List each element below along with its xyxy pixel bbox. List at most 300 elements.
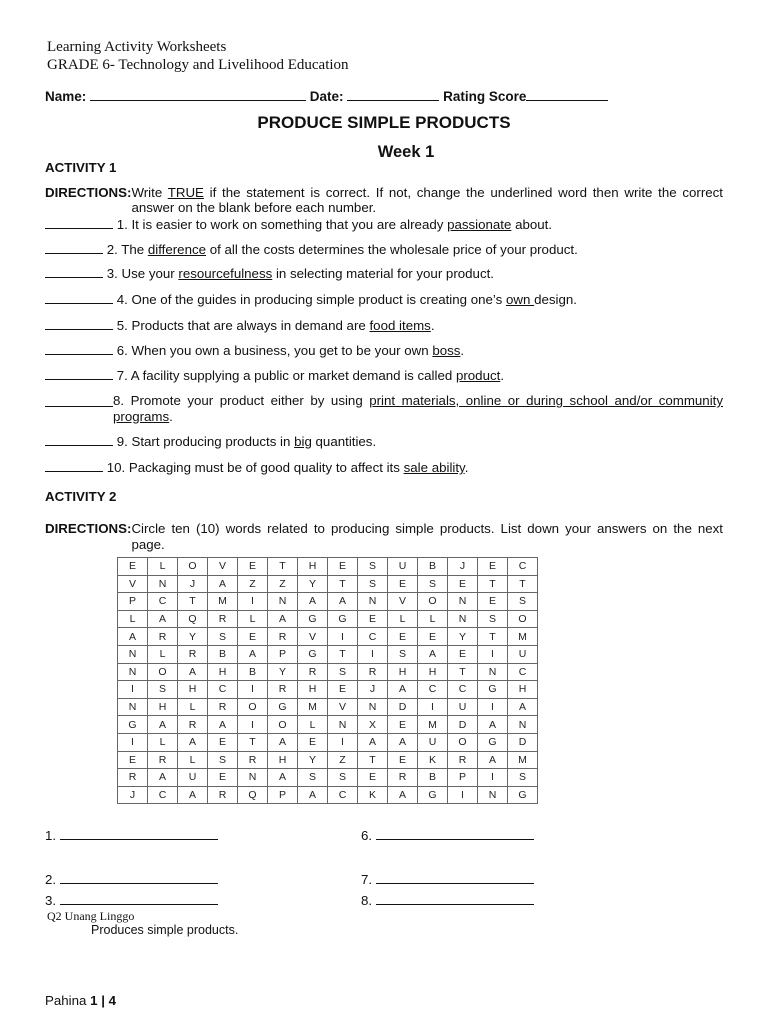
grid-cell[interactable]: T	[178, 593, 208, 611]
grid-cell[interactable]: E	[388, 628, 418, 646]
grid-cell[interactable]: E	[328, 558, 358, 576]
grid-cell[interactable]: A	[238, 645, 268, 663]
grid-cell[interactable]: S	[208, 751, 238, 769]
grid-cell[interactable]: R	[388, 769, 418, 787]
grid-cell[interactable]: U	[508, 645, 538, 663]
grid-cell[interactable]: S	[148, 681, 178, 699]
grid-cell[interactable]: I	[118, 681, 148, 699]
item-text: 5. Products that are always in demand are	[113, 318, 370, 333]
grid-cell[interactable]: A	[148, 610, 178, 628]
item-6	[45, 342, 464, 358]
grid-row	[118, 681, 538, 699]
grid-cell[interactable]: G	[118, 716, 148, 734]
underlined-word: sale ability	[403, 460, 465, 475]
grid-cell[interactable]: H	[388, 663, 418, 681]
item-1	[45, 216, 552, 232]
grid-cell[interactable]: V	[388, 593, 418, 611]
grid-row	[118, 786, 538, 804]
underlined-word: print materials, online or during school and/or community programs	[113, 393, 724, 424]
grid-cell[interactable]: A	[418, 645, 448, 663]
item-text-end: .	[500, 368, 505, 383]
grid-cell[interactable]: R	[208, 786, 238, 804]
grid-cell[interactable]: N	[118, 663, 148, 681]
grid-cell[interactable]: E	[238, 628, 268, 646]
quarter-label: Q2 Unang Linggo	[47, 909, 135, 923]
grid-cell[interactable]: I	[238, 716, 268, 734]
item-text-end: quantities.	[311, 434, 377, 449]
answer-line-2[interactable]	[45, 872, 218, 887]
grid-cell[interactable]: E	[388, 716, 418, 734]
grid-cell[interactable]: N	[118, 645, 148, 663]
grid-cell[interactable]: E	[238, 558, 268, 576]
grid-cell[interactable]: R	[178, 645, 208, 663]
grid-cell[interactable]: G	[478, 681, 508, 699]
grid-cell[interactable]: L	[148, 558, 178, 576]
grid-cell[interactable]: I	[478, 769, 508, 787]
answer-blank[interactable]	[376, 894, 534, 905]
grid-cell[interactable]: N	[358, 593, 388, 611]
answer-blank[interactable]	[60, 829, 218, 840]
underlined-word: big	[294, 434, 312, 449]
grid-cell[interactable]: K	[358, 786, 388, 804]
answer-blank[interactable]	[45, 433, 113, 446]
answer-blank[interactable]	[376, 829, 534, 840]
page-label: Pahina	[45, 993, 91, 1008]
grid-cell[interactable]: E	[418, 628, 448, 646]
grid-cell[interactable]: U	[418, 733, 448, 751]
answer-blank[interactable]	[45, 342, 113, 355]
grid-cell[interactable]: Y	[268, 663, 298, 681]
directions-text-a: Write	[131, 185, 168, 200]
grid-cell[interactable]: L	[178, 751, 208, 769]
grid-cell[interactable]: E	[478, 558, 508, 576]
item-text-end: .	[169, 408, 173, 424]
grid-cell[interactable]: G	[508, 786, 538, 804]
grid-cell[interactable]: N	[328, 716, 358, 734]
grid-cell[interactable]: N	[268, 593, 298, 611]
page-total: 4	[108, 993, 117, 1008]
grid-cell[interactable]: R	[238, 751, 268, 769]
grid-cell[interactable]: S	[358, 558, 388, 576]
grid-cell[interactable]: T	[328, 645, 358, 663]
grid-cell[interactable]: E	[298, 733, 328, 751]
grid-cell[interactable]: M	[208, 593, 238, 611]
answer-blank[interactable]	[45, 265, 103, 278]
grid-cell[interactable]: A	[178, 786, 208, 804]
grid-cell[interactable]: R	[118, 769, 148, 787]
name-label: Name:	[45, 89, 87, 104]
underlined-word: own	[506, 292, 535, 307]
week-label: Week 1	[377, 143, 435, 161]
item-text-end: .	[464, 460, 469, 475]
grid-cell[interactable]: N	[148, 575, 178, 593]
grid-cell[interactable]: T	[478, 575, 508, 593]
grid-row	[118, 593, 538, 611]
grid-cell[interactable]: A	[208, 716, 238, 734]
answer-blank[interactable]	[45, 291, 113, 304]
grid-cell[interactable]: I	[238, 681, 268, 699]
grid-cell[interactable]: S	[358, 575, 388, 593]
grid-cell[interactable]: Z	[238, 575, 268, 593]
grid-cell[interactable]: O	[508, 610, 538, 628]
grid-cell[interactable]: P	[118, 593, 148, 611]
grid-cell[interactable]: A	[298, 786, 328, 804]
grid-cell[interactable]: G	[478, 733, 508, 751]
grid-cell[interactable]: H	[148, 698, 178, 716]
grid-cell[interactable]: R	[208, 610, 238, 628]
grid-cell[interactable]: Y	[298, 575, 328, 593]
grid-cell[interactable]: E	[208, 733, 238, 751]
grid-cell[interactable]: E	[118, 751, 148, 769]
date-blank[interactable]	[347, 88, 439, 101]
grid-row	[118, 628, 538, 646]
worksheet-header-line1: Learning Activity Worksheets	[47, 39, 227, 55]
grid-row	[118, 716, 538, 734]
grid-cell[interactable]: R	[448, 751, 478, 769]
grid-cell[interactable]: R	[148, 751, 178, 769]
grid-row	[118, 645, 538, 663]
grid-row	[118, 751, 538, 769]
word-search-grid[interactable]	[117, 557, 538, 804]
grid-cell[interactable]: C	[148, 786, 178, 804]
item-10	[45, 459, 468, 475]
grid-cell[interactable]: N	[358, 698, 388, 716]
grid-cell[interactable]: Y	[178, 628, 208, 646]
grid-cell[interactable]: I	[118, 733, 148, 751]
grid-cell[interactable]: O	[268, 716, 298, 734]
grid-cell[interactable]: H	[178, 681, 208, 699]
grid-cell[interactable]: U	[388, 558, 418, 576]
grid-cell[interactable]: E	[358, 610, 388, 628]
answer-line-7[interactable]	[361, 872, 534, 887]
grid-cell[interactable]: O	[238, 698, 268, 716]
grid-cell[interactable]: U	[178, 769, 208, 787]
activity1-label: ACTIVITY 1	[45, 160, 117, 175]
answer-line-8[interactable]	[361, 893, 534, 908]
answer-number: 7.	[361, 872, 373, 887]
grid-cell[interactable]: L	[298, 716, 328, 734]
grid-cell[interactable]: E	[208, 769, 238, 787]
grid-row	[118, 698, 538, 716]
grid-row	[118, 575, 538, 593]
grid-cell[interactable]: I	[328, 733, 358, 751]
grid-cell[interactable]: L	[118, 610, 148, 628]
grid-cell[interactable]: O	[418, 593, 448, 611]
answer-line-6[interactable]	[361, 828, 534, 843]
activity1-directions	[45, 185, 723, 215]
grid-cell[interactable]: A	[148, 716, 178, 734]
grid-cell[interactable]: S	[508, 593, 538, 611]
grid-cell[interactable]: G	[298, 610, 328, 628]
grid-cell[interactable]: H	[418, 663, 448, 681]
grid-cell[interactable]: L	[148, 733, 178, 751]
grid-cell[interactable]: D	[448, 716, 478, 734]
grid-cell[interactable]: A	[148, 769, 178, 787]
grid-cell[interactable]: P	[268, 645, 298, 663]
grid-cell[interactable]: S	[418, 575, 448, 593]
grid-cell[interactable]: J	[358, 681, 388, 699]
grid-cell[interactable]: C	[448, 681, 478, 699]
item-text-end: design.	[534, 292, 577, 307]
grid-cell[interactable]: S	[508, 769, 538, 787]
grid-cell[interactable]: T	[448, 663, 478, 681]
grid-cell[interactable]: E	[328, 681, 358, 699]
grid-cell[interactable]: S	[478, 610, 508, 628]
answer-blank[interactable]	[45, 216, 113, 229]
grid-cell[interactable]: I	[478, 645, 508, 663]
grid-cell[interactable]: S	[208, 628, 238, 646]
grid-cell[interactable]: M	[418, 716, 448, 734]
grid-cell[interactable]: D	[388, 698, 418, 716]
grid-cell[interactable]: A	[178, 733, 208, 751]
underlined-word: boss	[432, 343, 461, 358]
grid-cell[interactable]: A	[388, 786, 418, 804]
grid-cell[interactable]: S	[298, 769, 328, 787]
item-text: 8. Promote your product either by using	[113, 393, 370, 408]
item-text-end: .	[430, 318, 435, 333]
competency-label: Produces simple products.	[91, 923, 239, 937]
answer-line-3[interactable]	[45, 893, 218, 908]
grid-cell[interactable]: J	[118, 786, 148, 804]
grid-cell[interactable]: R	[298, 663, 328, 681]
grid-cell[interactable]: C	[508, 663, 538, 681]
activity1-directions-label: DIRECTIONS:	[45, 185, 132, 200]
answer-number: 3.	[45, 893, 57, 908]
grid-cell[interactable]: A	[268, 769, 298, 787]
grid-cell[interactable]: N	[478, 663, 508, 681]
grid-cell[interactable]: I	[328, 628, 358, 646]
grid-cell[interactable]: C	[418, 681, 448, 699]
grid-cell[interactable]: R	[208, 698, 238, 716]
directions-true-word: TRUE	[167, 185, 204, 200]
grid-row	[118, 769, 538, 787]
item-7	[45, 367, 504, 383]
grid-cell[interactable]: R	[358, 663, 388, 681]
grid-cell[interactable]: A	[328, 593, 358, 611]
answer-blank[interactable]	[60, 873, 218, 884]
grid-row	[118, 610, 538, 628]
item-text: 7. A facility supplying a public or market demand is called	[113, 368, 456, 383]
grid-cell[interactable]: B	[418, 558, 448, 576]
grid-cell[interactable]: M	[508, 628, 538, 646]
grid-cell[interactable]: A	[208, 575, 238, 593]
grid-cell[interactable]: L	[418, 610, 448, 628]
page-current: 1	[90, 993, 98, 1008]
grid-cell[interactable]: M	[298, 698, 328, 716]
grid-cell[interactable]: D	[508, 733, 538, 751]
grid-cell[interactable]: N	[118, 698, 148, 716]
grid-cell[interactable]: T	[328, 575, 358, 593]
student-info-row	[45, 88, 608, 104]
grid-cell[interactable]: T	[238, 733, 268, 751]
grid-cell[interactable]: R	[268, 628, 298, 646]
name-blank[interactable]	[90, 88, 306, 101]
grid-cell[interactable]: A	[358, 733, 388, 751]
grid-cell[interactable]: A	[178, 663, 208, 681]
grid-cell[interactable]: T	[508, 575, 538, 593]
grid-cell[interactable]: A	[508, 698, 538, 716]
item-text: 1. It is easier to work on something that you are already	[113, 217, 448, 232]
grid-cell[interactable]: J	[448, 558, 478, 576]
page-separator: |	[97, 993, 109, 1008]
grid-cell[interactable]: A	[478, 751, 508, 769]
grid-cell[interactable]: I	[478, 698, 508, 716]
item-9	[45, 433, 376, 449]
grid-cell[interactable]: A	[118, 628, 148, 646]
underlined-word: difference	[147, 242, 207, 257]
grid-cell[interactable]: B	[418, 769, 448, 787]
grid-cell[interactable]: G	[418, 786, 448, 804]
grid-cell[interactable]: Z	[328, 751, 358, 769]
answer-blank[interactable]	[45, 459, 103, 472]
grid-cell[interactable]: R	[178, 716, 208, 734]
underlined-word: passionate	[447, 217, 512, 232]
grid-cell[interactable]: A	[478, 716, 508, 734]
grid-row	[118, 663, 538, 681]
grid-cell[interactable]: N	[238, 769, 268, 787]
grid-cell[interactable]: A	[268, 610, 298, 628]
item-text-end: .	[460, 343, 465, 358]
grid-cell[interactable]: H	[208, 663, 238, 681]
grid-cell[interactable]: Y	[448, 628, 478, 646]
grid-cell[interactable]: U	[448, 698, 478, 716]
grid-cell[interactable]: L	[388, 610, 418, 628]
grid-cell[interactable]: X	[358, 716, 388, 734]
grid-row	[118, 558, 538, 576]
grid-cell[interactable]: R	[148, 628, 178, 646]
grid-cell[interactable]: C	[328, 786, 358, 804]
item-8	[45, 393, 723, 424]
grid-cell[interactable]: E	[388, 575, 418, 593]
grid-cell[interactable]: O	[448, 733, 478, 751]
grid-cell[interactable]: I	[238, 593, 268, 611]
grid-cell[interactable]: H	[298, 558, 328, 576]
activity2-directions-text: Circle ten (10) words related to producing simple products. List down your answers on the next page.	[131, 521, 723, 552]
item-4	[45, 291, 577, 307]
grid-cell[interactable]: C	[508, 558, 538, 576]
answer-number: 8.	[361, 893, 373, 908]
rating-score-blank[interactable]	[526, 88, 608, 101]
grid-cell[interactable]: P	[448, 769, 478, 787]
grid-cell[interactable]: A	[388, 733, 418, 751]
activity2-label: ACTIVITY 2	[45, 489, 117, 504]
grid-cell[interactable]: L	[148, 645, 178, 663]
answer-number: 6.	[361, 828, 373, 843]
grid-cell[interactable]: E	[448, 645, 478, 663]
item-text: 10. Packaging must be of good quality to affect its	[103, 460, 404, 475]
grid-cell[interactable]: Y	[298, 751, 328, 769]
grid-cell[interactable]: I	[358, 645, 388, 663]
grid-cell[interactable]: C	[148, 593, 178, 611]
grid-cell[interactable]: C	[208, 681, 238, 699]
answer-blank[interactable]	[45, 394, 113, 407]
grid-cell[interactable]: S	[388, 645, 418, 663]
grid-cell[interactable]: V	[208, 558, 238, 576]
grid-cell[interactable]: N	[508, 716, 538, 734]
grid-cell[interactable]: I	[418, 698, 448, 716]
grid-cell[interactable]: G	[328, 610, 358, 628]
grid-cell[interactable]: M	[508, 751, 538, 769]
grid-cell[interactable]: E	[448, 575, 478, 593]
grid-cell[interactable]: E	[118, 558, 148, 576]
grid-cell[interactable]: O	[178, 558, 208, 576]
grid-cell[interactable]: O	[148, 663, 178, 681]
grid-cell[interactable]: N	[448, 610, 478, 628]
date-label: Date:	[309, 89, 344, 104]
grid-cell[interactable]: K	[418, 751, 448, 769]
activity2-directions	[45, 521, 723, 552]
grid-cell[interactable]: G	[268, 698, 298, 716]
grid-cell[interactable]: Z	[268, 575, 298, 593]
grid-cell[interactable]: T	[268, 558, 298, 576]
rating-score-label: Rating Score	[443, 89, 527, 104]
grid-cell[interactable]: H	[298, 681, 328, 699]
grid-cell[interactable]: E	[388, 751, 418, 769]
answer-blank[interactable]	[45, 367, 113, 380]
item-5	[45, 317, 435, 333]
activity2-directions-label: DIRECTIONS:	[45, 521, 132, 536]
item-text: 9. Start producing products in	[113, 434, 295, 449]
grid-cell[interactable]: N	[478, 786, 508, 804]
grid-cell[interactable]: T	[478, 628, 508, 646]
grid-cell[interactable]: H	[508, 681, 538, 699]
grid-cell[interactable]: R	[268, 681, 298, 699]
grid-cell[interactable]: I	[448, 786, 478, 804]
grid-cell[interactable]: E	[358, 769, 388, 787]
page-title: PRODUCE SIMPLE PRODUCTS	[257, 113, 511, 132]
worksheet-header-line2: GRADE 6- Technology and Livelihood Education	[47, 57, 349, 73]
answer-line-1[interactable]	[45, 828, 218, 843]
grid-cell[interactable]: N	[448, 593, 478, 611]
grid-row	[118, 733, 538, 751]
grid-cell[interactable]: A	[268, 733, 298, 751]
grid-cell[interactable]: J	[178, 575, 208, 593]
grid-cell[interactable]: V	[118, 575, 148, 593]
page-number	[45, 993, 116, 1008]
grid-cell[interactable]: A	[388, 681, 418, 699]
grid-cell[interactable]: L	[238, 610, 268, 628]
item-text-end: about.	[511, 217, 553, 232]
grid-cell[interactable]: T	[358, 751, 388, 769]
item-text: 3. Use your	[103, 266, 179, 281]
grid-cell[interactable]: A	[298, 593, 328, 611]
answer-number: 2.	[45, 872, 57, 887]
grid-cell[interactable]: S	[328, 769, 358, 787]
grid-cell[interactable]: V	[328, 698, 358, 716]
answer-blank[interactable]	[45, 317, 113, 330]
grid-cell[interactable]: C	[358, 628, 388, 646]
grid-cell[interactable]: E	[478, 593, 508, 611]
item-text: 2. The	[103, 242, 148, 257]
grid-cell[interactable]: P	[268, 786, 298, 804]
grid-cell[interactable]: B	[238, 663, 268, 681]
grid-cell[interactable]: L	[178, 698, 208, 716]
grid-cell[interactable]: B	[208, 645, 238, 663]
answer-number: 1.	[45, 828, 57, 843]
answer-blank[interactable]	[60, 894, 218, 905]
answer-blank[interactable]	[376, 873, 534, 884]
grid-cell[interactable]: V	[298, 628, 328, 646]
grid-cell[interactable]: Q	[238, 786, 268, 804]
answer-blank[interactable]	[45, 241, 103, 254]
grid-cell[interactable]: H	[268, 751, 298, 769]
item-text-end: of all the costs determines the wholesale price of your product.	[206, 242, 578, 257]
directions-text-b: if the statement is correct. If not, change the underlined word then write the correct answer on the blank before each number.	[131, 185, 723, 215]
grid-cell[interactable]: S	[328, 663, 358, 681]
grid-cell[interactable]: G	[298, 645, 328, 663]
grid-cell[interactable]: Q	[178, 610, 208, 628]
underlined-word: product	[455, 368, 501, 383]
